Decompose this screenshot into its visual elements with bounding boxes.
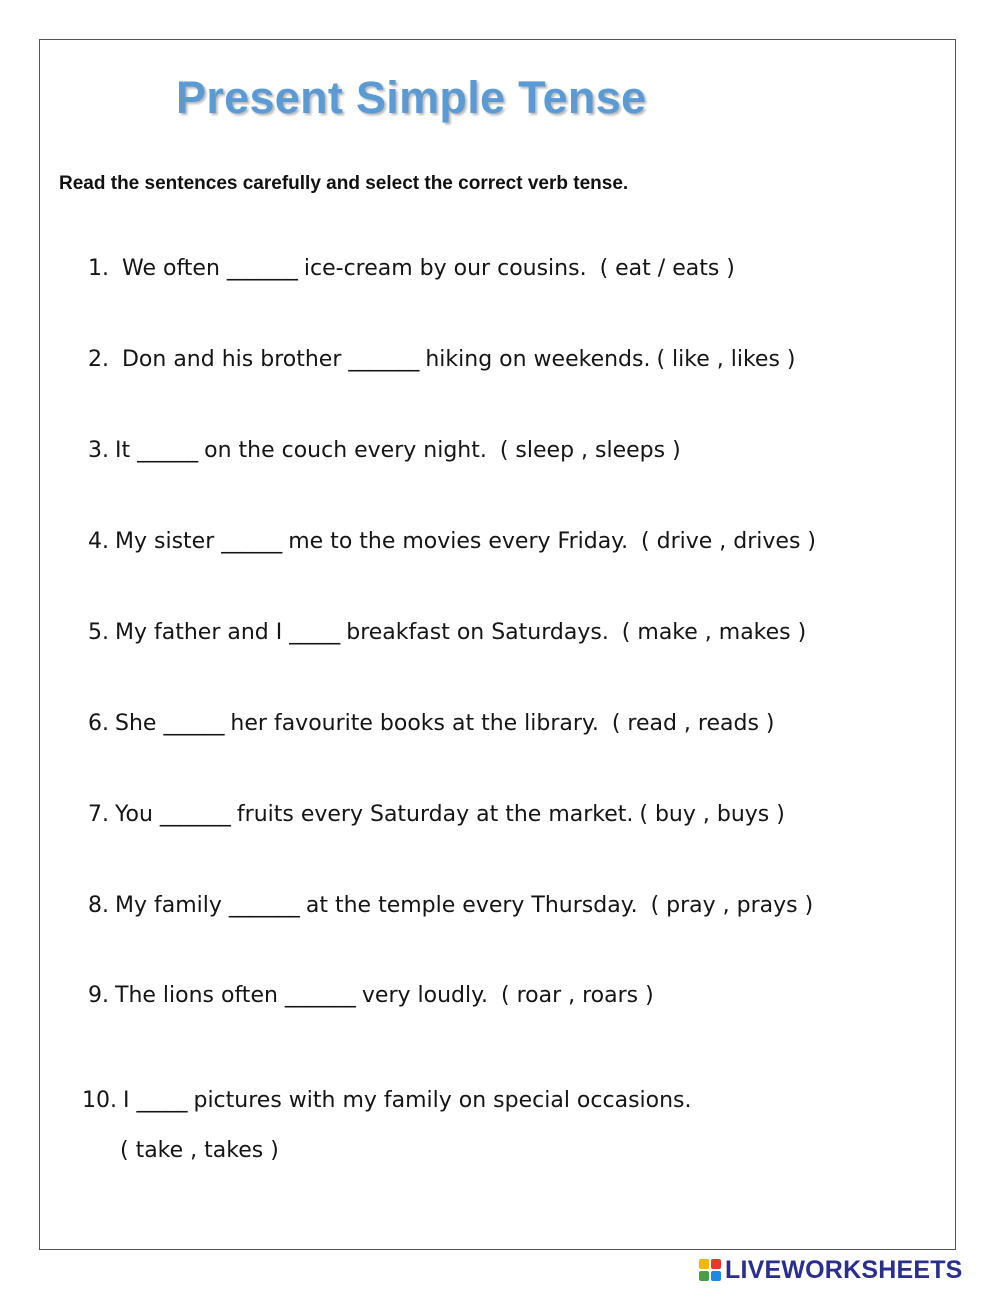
question-text-before: Don and his brother [115,347,349,372]
question-text-after: on the couch every night. [197,438,487,463]
question-2 [88,347,796,372]
question-number: 3. [88,438,109,463]
question-text-after: pictures with my family on special occasions. [186,1088,692,1113]
question-number: 2. [88,347,109,372]
question-number: 9. [88,983,109,1008]
answer-options: ( take , takes ) [120,1138,279,1163]
question-text-after: hiking on weekends. [418,347,651,372]
question-number: 10. [82,1088,117,1113]
question-text-after: at the temple every Thursday. [298,893,638,918]
question-10 [82,1088,692,1113]
instructions: Read the sentences carefully and select the correct verb tense. [59,173,629,194]
question-text-before: The lions often [115,983,285,1008]
answer-blank[interactable]: _______ [159,802,230,827]
answer-blank[interactable]: _____ [136,1088,187,1113]
question-text-before: It [115,438,138,463]
page-title: Present Simple Tense [176,72,647,123]
answer-blank[interactable]: _______ [228,893,299,918]
question-3 [88,438,681,463]
answer-options: ( make , makes ) [614,620,807,645]
answer-options: ( eat / eats ) [592,256,735,281]
question-text-after: very loudly. [354,983,488,1008]
question-6 [88,711,775,736]
question-number: 5. [88,620,109,645]
question-5 [88,620,806,645]
answer-options: ( sleep , sleeps ) [492,438,681,463]
answer-blank[interactable]: _______ [226,256,297,281]
question-number: 6. [88,711,109,736]
brand-name: LIVEWORKSHEETS [725,1255,963,1284]
question-text-before: My father and I [115,620,290,645]
question-4 [88,529,816,554]
answer-options: ( drive , drives ) [634,529,817,554]
answer-options: ( pray , prays ) [643,893,814,918]
answer-blank[interactable]: _______ [348,347,419,372]
question-text-after: breakfast on Saturdays. [339,620,609,645]
answer-options: ( like , likes ) [656,347,796,372]
answer-blank[interactable]: ______ [221,529,282,554]
question-number: 1. [88,256,109,281]
question-text-after: me to the movies every Friday. [281,529,629,554]
question-7 [88,802,785,827]
answer-options: ( buy , buys ) [639,802,785,827]
answer-blank[interactable]: _______ [284,983,355,1008]
liveworksheets-footer[interactable] [698,1255,963,1285]
question-number: 8. [88,893,109,918]
question-text-after: ice-cream by our cousins. [296,256,587,281]
question-text-before: You [115,802,160,827]
question-text-before: My family [115,893,229,918]
answer-options: ( read , reads ) [604,711,775,736]
question-9 [88,983,654,1008]
question-text-after: fruits every Saturday at the market. [229,802,634,827]
question-text-after: her favourite books at the library. [223,711,599,736]
question-text-before: We often [115,256,227,281]
answer-blank[interactable]: _____ [289,620,340,645]
question-text-before: She [115,711,164,736]
question-8 [88,893,813,918]
question-1 [88,256,735,281]
question-number: 4. [88,529,109,554]
answer-options: ( roar , roars ) [494,983,654,1008]
answer-blank[interactable]: ______ [137,438,198,463]
answer-blank[interactable]: ______ [163,711,224,736]
question-text-before: I [123,1088,137,1113]
question-text-before: My sister [115,529,222,554]
question-number: 7. [88,802,109,827]
liveworksheets-logo-icon [698,1258,722,1282]
